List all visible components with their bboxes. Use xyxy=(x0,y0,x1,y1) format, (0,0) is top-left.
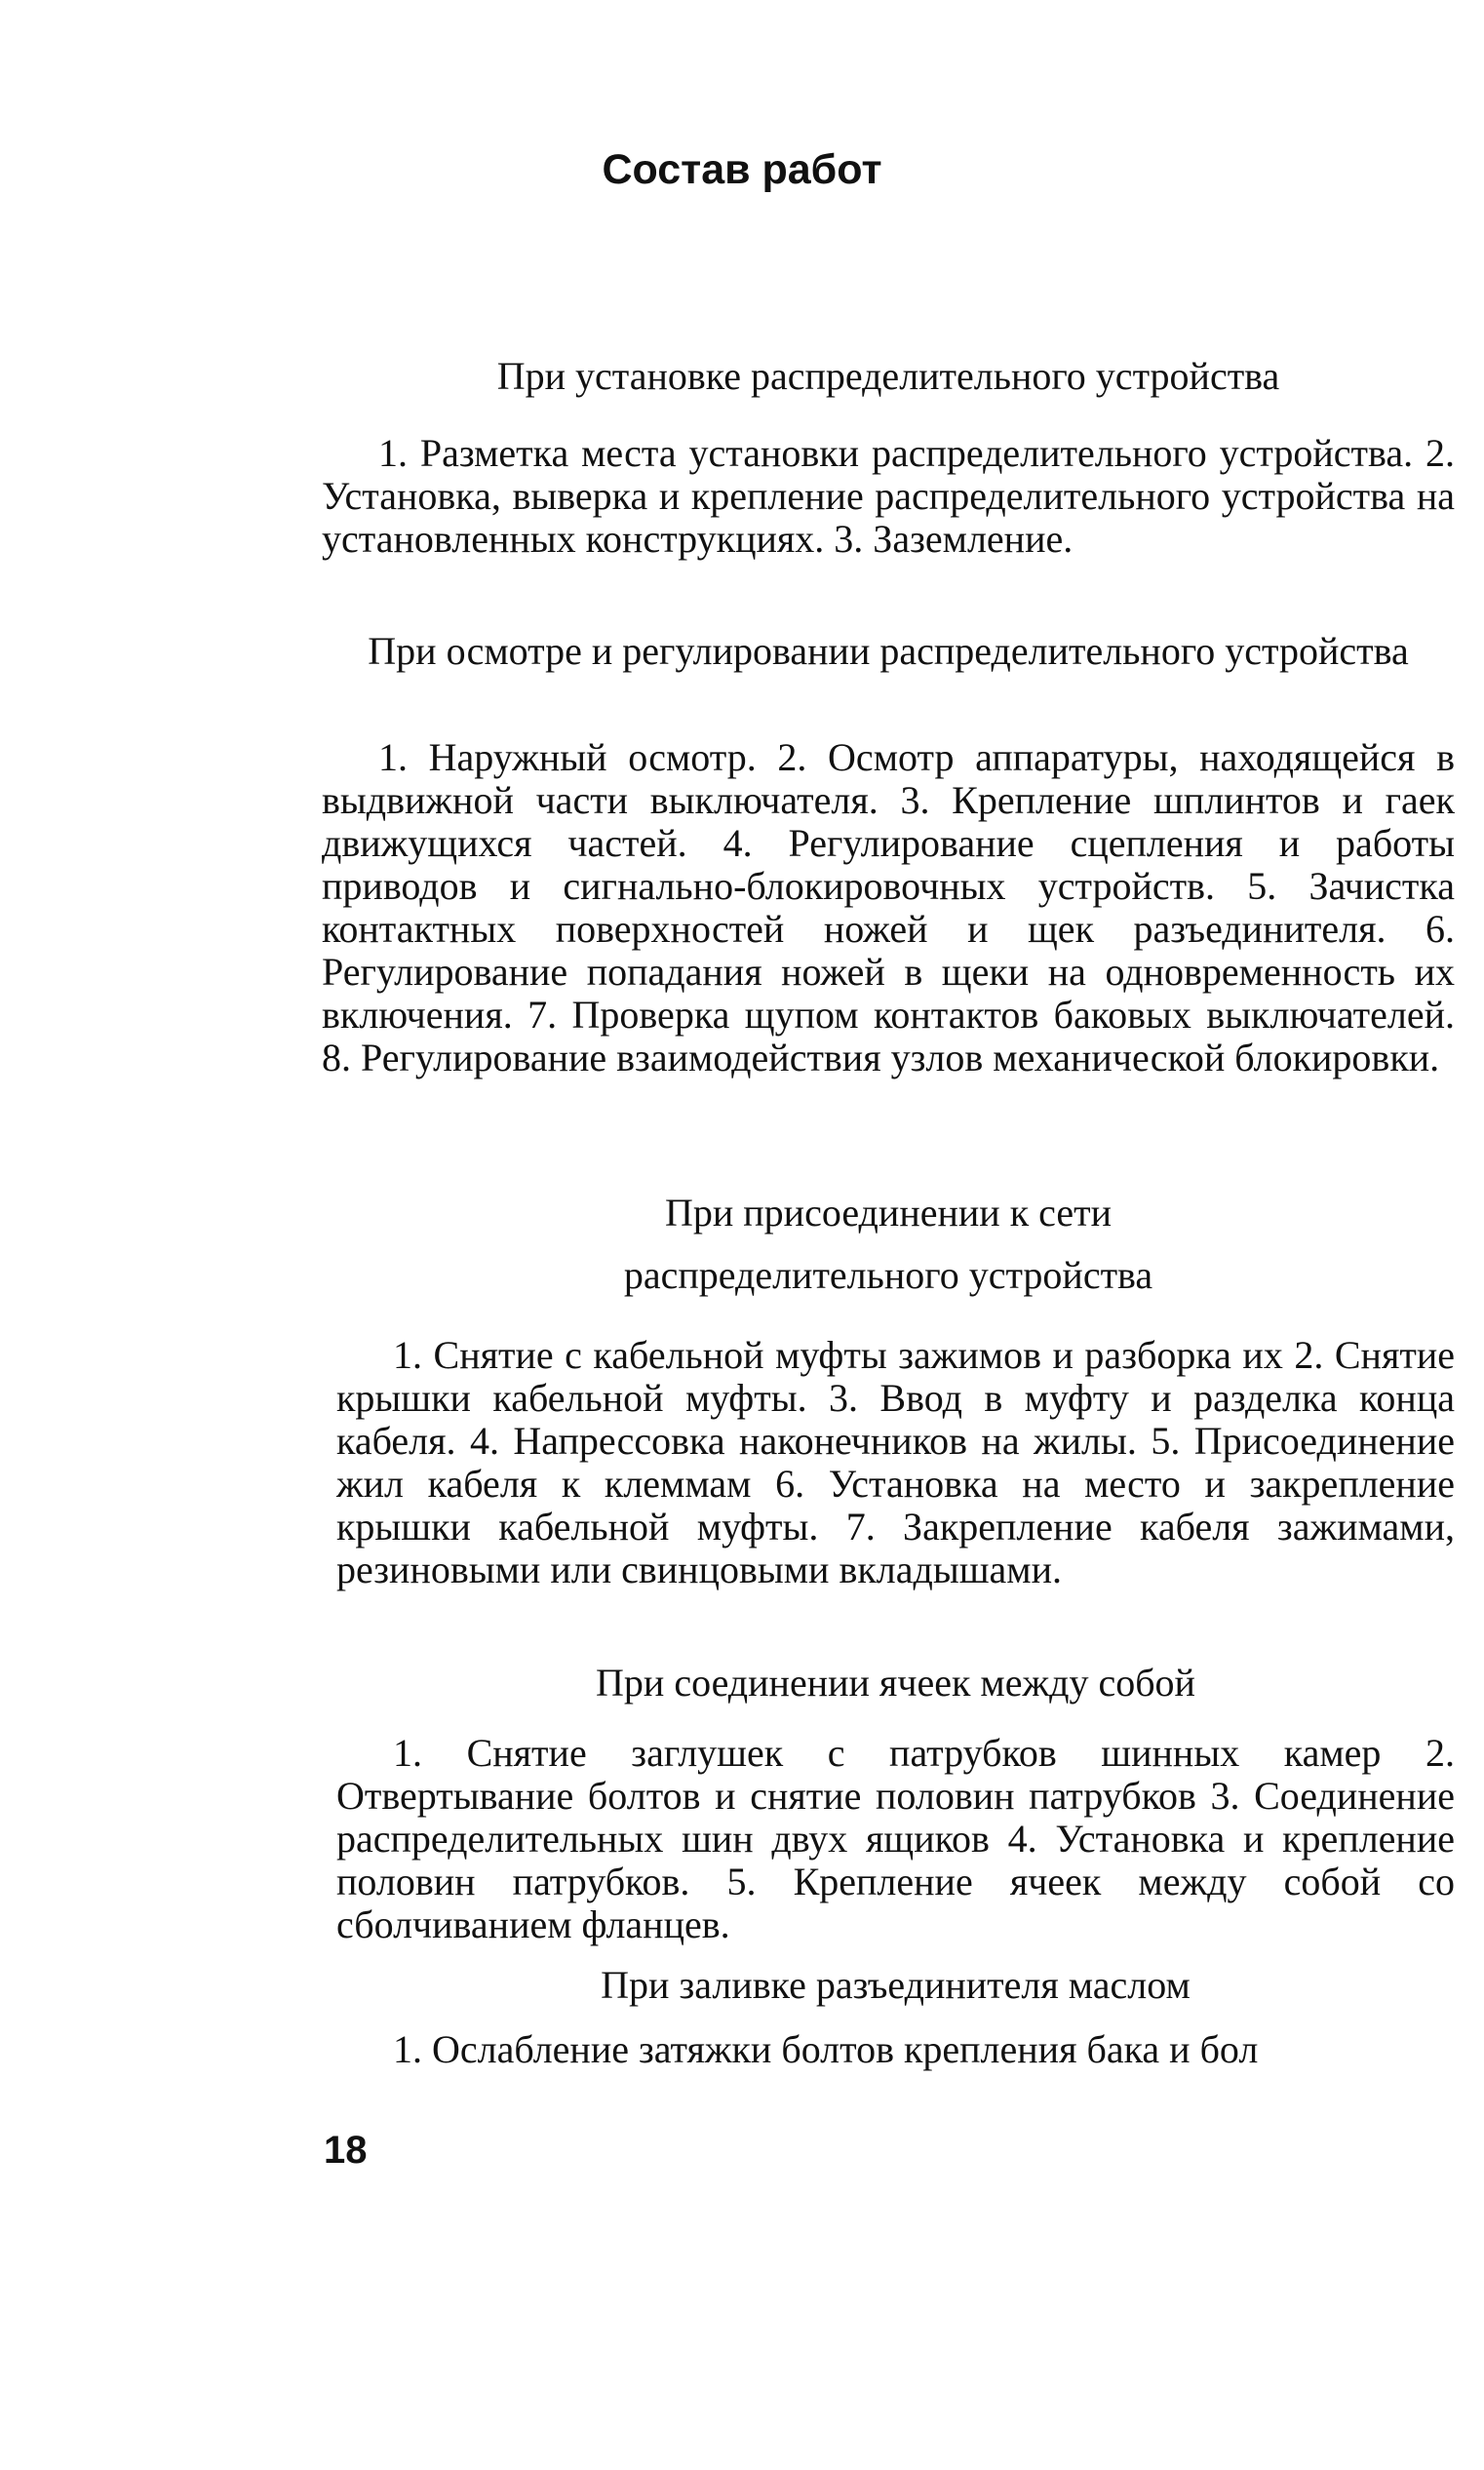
page-title: Состав работ xyxy=(602,146,882,193)
heading-line: При присоединении к сети xyxy=(664,1191,1113,1235)
section-heading-installation: При установке распределительного устройства xyxy=(496,354,1280,398)
section-heading-inspection: При осмотре и регулировании распределительного устройства xyxy=(368,629,1409,673)
section-text-oil-filling xyxy=(336,2028,1455,2071)
paragraph: 1. Наружный осмотр. 2. Осмотр аппаратуры, находящейся в выдвижной части выключателя. 3. Крепление шплинтов и гаек движущихся частей. 4. Регулирование сцепления и работы приводов и сигнально-блокировочных устройств. 5. Зачистка контактных поверхностей ножей и щек разъединителя. 6. Регулирование попадания ножей в щеки на одновременность их включения. 7. Проверка щупом контактов баковых выключателей. 8. Регулирование взаимодействия узлов механической блокировки. xyxy=(322,735,1455,1079)
paragraph: 1. Разметка места установки распределительного устройства. 2. Установка, выверка и крепление распределительного устройства на установленных конструкциях. 3. Заземление. xyxy=(322,431,1455,561)
section-text-cell-joining xyxy=(336,1732,1455,1946)
section-text-installation xyxy=(322,432,1455,561)
paragraph: 1. Снятие с кабельной муфты зажимов и разборка их 2. Снятие крышки кабельной муфты. 3. Ввод в муфту и разделка конца кабеля. 4. Напрессовка наконечников на жилы. 5. Присоединение жил кабеля к клеммам 6. Установка на место и закрепление крышки кабельной муфты. 7. Закрепление кабеля зажимами, резиновыми или свинцовыми вкладышами. xyxy=(336,1333,1455,1591)
section-heading-connection xyxy=(322,1188,1455,1301)
section-heading-cell-joining: При соединении ячеек между собой xyxy=(596,1661,1195,1705)
heading-line: распределительного устройства xyxy=(623,1253,1153,1297)
section-text-connection xyxy=(336,1334,1455,1591)
paragraph: 1. Снятие заглушек с патрубков шинных камер 2. Отвертывание болтов и снятие половин патрубков 3. Соединение распределительных шин двух ящиков 4. Установка и крепление половин патрубков. 5. Крепление ячеек между собой со сболчиванием фланцев. xyxy=(336,1731,1455,1946)
page-number: 18 xyxy=(324,2129,368,2172)
section-heading-oil-filling: При заливке разъединителя маслом xyxy=(601,1963,1191,2007)
paragraph: 1. Ослабление затяжки болтов крепления бака и бол xyxy=(393,2027,1259,2071)
section-text-inspection xyxy=(322,736,1455,1079)
